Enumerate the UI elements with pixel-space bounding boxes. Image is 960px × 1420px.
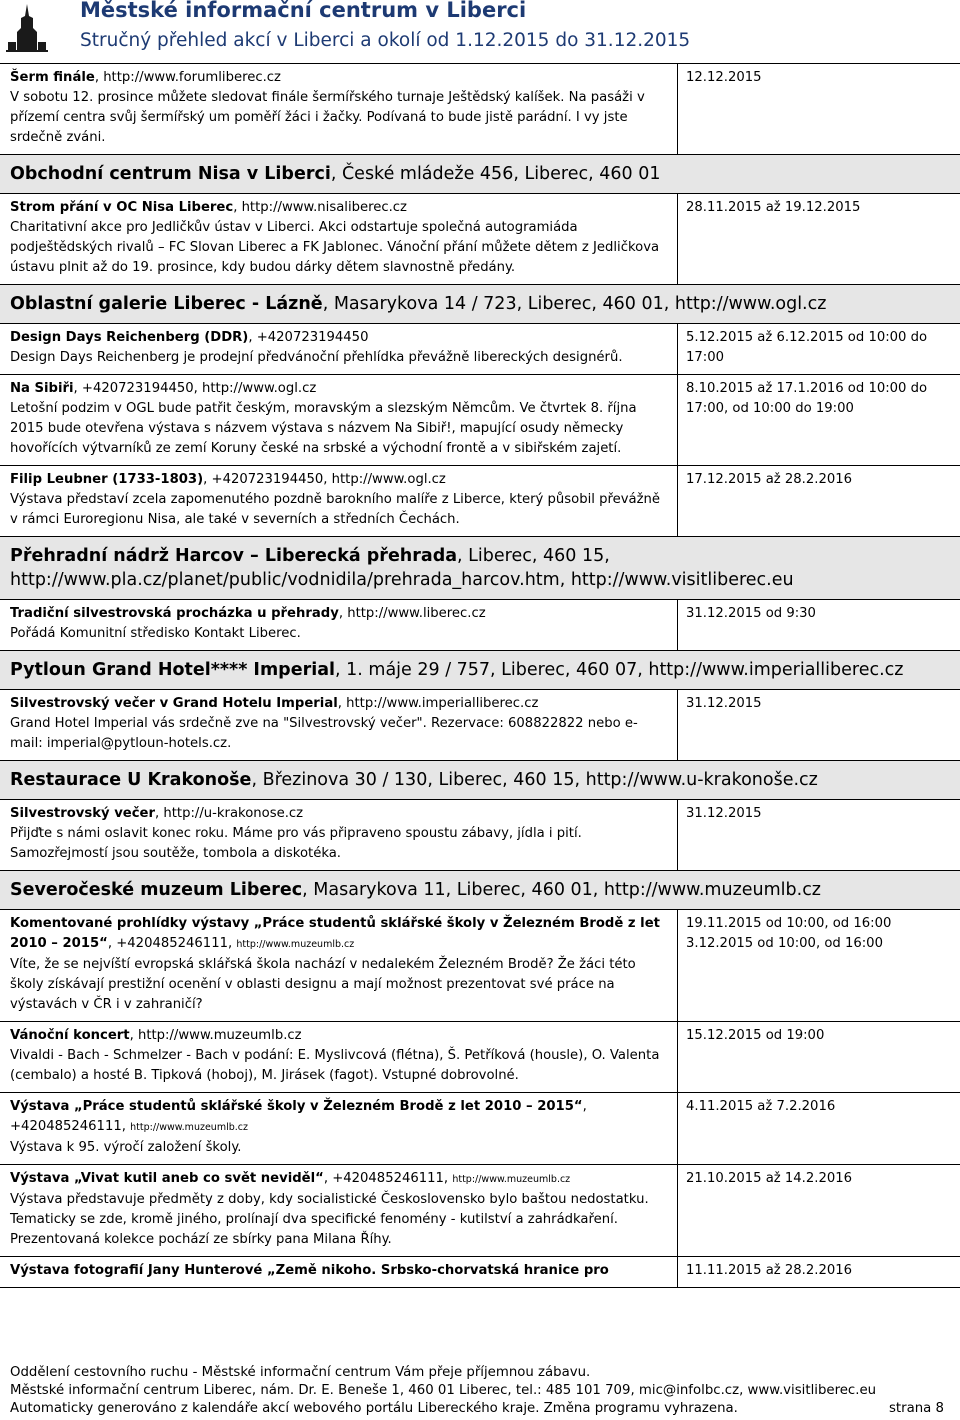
event-title: Tradiční silvestrovská procházka u přehrady xyxy=(10,606,339,621)
venue-name: Severočeské muzeum Liberec xyxy=(10,880,303,900)
venue-heading xyxy=(0,651,960,690)
event-title: Výstava „Práce studentů sklářské školy v Železném Brodě z let 2010 – 2015“ xyxy=(10,1099,583,1114)
event-description: Výstava k 95. výročí založení školy. xyxy=(10,1140,242,1155)
event-row xyxy=(0,324,960,375)
page-number: strana 8 xyxy=(888,1401,944,1416)
venue-address: , Březinova 30 / 130, Liberec, 460 15, http://www.u-krakonoše.cz xyxy=(251,770,818,790)
event-cell xyxy=(0,194,678,284)
event-row xyxy=(0,1165,960,1257)
event-description: Charitativní akce pro Jedličkův ústav v Liberci. Akci odstartuje společná autogramiáda podještědských rivalů – FC Slovan Liberec a FK Jablonec. Vánoční přání můžete dětem z Jedličkova ústavu plnit až do 19. prosince, kdy budou dárky dětem slavnostně předány. xyxy=(10,220,660,275)
event-heading xyxy=(10,1261,667,1281)
page-footer xyxy=(10,1364,950,1418)
event-date: 5.12.2015 až 6.12.2015 od 10:00 do 17:00 xyxy=(686,330,928,365)
event-contact: , +420485246111, xyxy=(107,936,237,951)
event-title: Šerm finále xyxy=(10,70,95,85)
page-header xyxy=(0,0,960,56)
event-description: Vivaldi - Bach - Schmelzer - Bach v podání: E. Myslivcová (flétna), Š. Petříková (housle), O. Valenta (cembalo) a hosté B. Tipková (hoboj), M. Jirásek (fagot). Vstupné dobrovolné. xyxy=(10,1048,660,1083)
event-row xyxy=(0,1093,960,1165)
event-row xyxy=(0,600,960,651)
event-cell xyxy=(0,1022,678,1092)
event-heading xyxy=(10,68,667,88)
event-heading xyxy=(10,198,667,218)
event-contact: , +420723194450, http://www.ogl.cz xyxy=(203,472,446,487)
event-cell xyxy=(0,1093,678,1164)
event-description: V sobotu 12. prosince můžete sledovat finále šermířského turnaje Ještědský kalíšek. Na pasáži v přízemí centra svůj šermířský um poměří žáci i žačky. Podívaná to bude jistě parádní. I vy jste srdečně zváni. xyxy=(10,90,645,145)
event-title: Vánoční koncert xyxy=(10,1028,130,1043)
event-row xyxy=(0,910,960,1022)
event-date: 31.12.2015 xyxy=(686,696,762,711)
event-title: Na Sibiři xyxy=(10,381,74,396)
event-row xyxy=(0,1022,960,1093)
event-row xyxy=(0,466,960,537)
event-cell xyxy=(0,64,678,154)
event-row xyxy=(0,194,960,285)
venue-address: , Masarykova 11, Liberec, 460 01, http://www.muzeumlb.cz xyxy=(302,880,821,900)
event-title: Komentované prohlídky výstavy „Práce studentů sklářské školy v Železném Brodě z let 2010 – 2015“ xyxy=(10,916,660,951)
footer-greeting: Oddělení cestovního ruchu - Městské informační centrum Vám přeje příjemnou zábavu. xyxy=(10,1365,591,1380)
event-cell xyxy=(0,910,678,1021)
event-description: Letošní podzim v OGL bude patřit českým, moravským a slezským Němcům. Ve čtvrtek 8. října 2015 bude otevřena výstava s názvem výstava s názvem Na Sibiř!, mapující osudy německy hovořících výtvarníků ze zemí Koruny české na srbské a východní frontě a v sibiřském zajetí. xyxy=(10,401,637,456)
venue-heading xyxy=(0,537,960,600)
event-date: 8.10.2015 až 17.1.2016 od 10:00 do 17:00, od 10:00 do 19:00 xyxy=(686,381,928,416)
event-contact: , http://u-krakonose.cz xyxy=(155,806,304,821)
event-cell xyxy=(0,800,678,870)
event-row xyxy=(0,800,960,871)
venue-heading xyxy=(0,871,960,910)
event-title: Strom přání v OC Nisa Liberec xyxy=(10,200,234,215)
event-title: Výstava „Vivat kutil aneb co svět neviděl“ xyxy=(10,1171,324,1186)
event-heading xyxy=(10,379,667,399)
venue-name: Obchodní centrum Nisa v Liberci xyxy=(10,164,331,184)
page-subtitle: Stručný přehled akcí v Liberci a okolí od 1.12.2015 do 31.12.2015 xyxy=(80,30,691,51)
event-row xyxy=(0,64,960,155)
event-link[interactable]: http://www.muzeumlb.cz xyxy=(130,1122,248,1133)
event-heading xyxy=(10,694,667,714)
event-heading xyxy=(10,914,667,955)
event-heading xyxy=(10,328,667,348)
event-date: 21.10.2015 až 14.2.2016 xyxy=(686,1171,853,1186)
venue-name: Oblastní galerie Liberec - Lázně xyxy=(10,294,323,314)
venue-name: Přehradní nádrž Harcov – Liberecká přehrada xyxy=(10,546,458,566)
city-hall-logo-icon xyxy=(6,2,48,52)
event-title: Silvestrovský večer v Grand Hotelu Imperial xyxy=(10,696,338,711)
event-description: Výstava představuje předměty z doby, kdy socialistické Československo bylo baštou nedostatku. Tematicky se zde, kromě jiného, prolínají dva specifické fenomény - kutilství a zahrádkaření. Prezentovaná kolekce pochází ze sbírky pana Milana Říhy. xyxy=(10,1192,649,1247)
event-date: 15.12.2015 od 19:00 xyxy=(686,1028,825,1043)
venue-name: Restaurace U Krakonoše xyxy=(10,770,252,790)
event-cell xyxy=(0,1165,678,1256)
event-date: 31.12.2015 xyxy=(686,806,762,821)
event-description: Grand Hotel Imperial vás srdečně zve na "Silvestrovský večer". Rezervace: 608822822 nebo e-mail: imperial@pytloun-hotels.cz. xyxy=(10,716,638,751)
event-contact: , http://www.nisaliberec.cz xyxy=(233,200,407,215)
event-row xyxy=(0,375,960,466)
event-row xyxy=(0,690,960,761)
event-description: Víte, že se nejvíští evropská sklářská škola nachází v nedalekém Železném Brodě? Že žáci této školy získávají prestižní ocenění v oblasti designu a mají možnost prezentovat své práce na výstavách v ČR i v zahraničí? xyxy=(10,957,636,1012)
event-contact: , +420723194450 xyxy=(248,330,369,345)
event-cell xyxy=(0,1257,678,1287)
event-description: Design Days Reichenberg je prodejní předvánoční přehlídka převážně libereckých designérů. xyxy=(10,350,623,365)
event-contact: , +420723194450, http://www.ogl.cz xyxy=(73,381,317,396)
venue-address: , České mládeže 456, Liberec, 460 01 xyxy=(330,164,661,184)
event-date: 4.11.2015 až 7.2.2016 xyxy=(686,1099,836,1114)
event-contact: , http://www.liberec.cz xyxy=(338,606,486,621)
event-contact: , +420485246111, xyxy=(10,1099,587,1134)
footer-disclaimer: Automaticky generováno z kalendáře akcí webového portálu Libereckého kraje. Změna programu vyhrazena. xyxy=(10,1401,738,1416)
venue-name: Pytloun Grand Hotel**** Imperial xyxy=(10,660,336,680)
venue-address: , 1. máje 29 / 757, Liberec, 460 07, http://www.imperialliberec.cz xyxy=(335,660,904,680)
event-heading xyxy=(10,1097,667,1138)
event-date: 17.12.2015 až 28.2.2016 xyxy=(686,472,853,487)
event-link[interactable]: http://www.muzeumlb.cz xyxy=(452,1174,571,1185)
event-description: Přijďte s námi oslavit konec roku. Máme pro vás připraveno spoustu zábavy, jídla i pití. Samozřejmostí jsou soutěže, tombola a diskotéka. xyxy=(10,826,582,861)
event-link[interactable]: http://www.muzeumlb.cz xyxy=(236,939,355,950)
event-cell xyxy=(0,600,678,650)
event-title: Výstava fotografií Jany Hunterové „Země nikoho. Srbsko-chorvatská hranice pro xyxy=(10,1263,609,1278)
venue-heading xyxy=(0,285,960,324)
venue-heading xyxy=(0,761,960,800)
event-date: 31.12.2015 od 9:30 xyxy=(686,606,816,621)
event-description: Pořádá Komunitní středisko Kontakt Liberec. xyxy=(10,626,301,641)
events-table xyxy=(0,63,960,1288)
footer-contact: Městské informační centrum Liberec, nám. Dr. E. Beneše 1, 460 01 Liberec, tel.: 485 101 709, mic@infolbc.cz, www.visitliberec.eu xyxy=(10,1383,877,1398)
event-heading xyxy=(10,1169,667,1190)
event-date: 28.11.2015 až 19.12.2015 xyxy=(686,200,861,215)
event-date: 11.11.2015 až 28.2.2016 xyxy=(686,1263,853,1278)
event-description: Výstava představí zcela zapomenutého pozdně barokního malíře z Liberce, který působil převážně v rámci Euroregionu Nisa, ale také v severních a středních Čechách. xyxy=(10,492,660,527)
event-cell xyxy=(0,375,678,465)
event-contact: , http://www.imperialliberec.cz xyxy=(337,696,539,711)
event-contact: , http://www.forumliberec.cz xyxy=(94,70,281,85)
event-cell xyxy=(0,690,678,760)
event-date: 12.12.2015 xyxy=(686,70,762,85)
event-title: Silvestrovský večer xyxy=(10,806,156,821)
event-cell xyxy=(0,324,678,374)
event-heading xyxy=(10,1026,667,1046)
event-heading xyxy=(10,804,667,824)
venue-heading xyxy=(0,155,960,194)
event-heading xyxy=(10,604,667,624)
event-cell xyxy=(0,466,678,536)
event-title: Filip Leubner (1733-1803) xyxy=(10,472,204,487)
venue-address: , Liberec, 460 15, http://www.pla.cz/planet/public/vodnidila/prehrada_harcov.htm, http://www.visitliberec.eu xyxy=(10,546,794,590)
event-row xyxy=(0,1257,960,1288)
event-title: Design Days Reichenberg (DDR) xyxy=(10,330,249,345)
page-title: Městské informační centrum v Liberci xyxy=(80,0,527,22)
event-contact: , http://www.muzeumlb.cz xyxy=(129,1028,302,1043)
event-heading xyxy=(10,470,667,490)
venue-address: , Masarykova 14 / 723, Liberec, 460 01, http://www.ogl.cz xyxy=(322,294,827,314)
event-contact: , +420485246111, xyxy=(323,1171,453,1186)
event-date: 19.11.2015 od 10:00, od 16:00 3.12.2015 od 10:00, od 16:00 xyxy=(686,916,892,951)
